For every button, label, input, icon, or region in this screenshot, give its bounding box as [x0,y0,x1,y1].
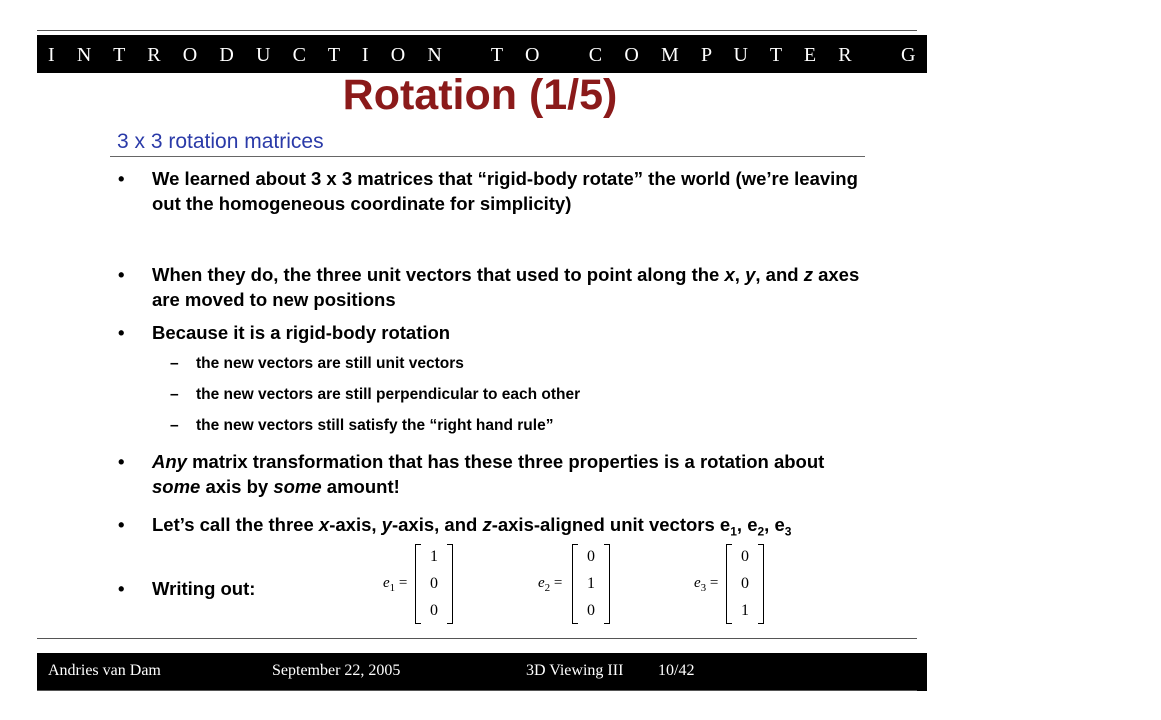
subtitle-rule [110,156,865,157]
vector-e3-matrix: 0 0 1 [726,544,764,624]
sub-bullet-1: the new vectors are still unit vectors [196,355,464,372]
bullet-marker: • [118,578,125,599]
bullet-4: Any matrix transformation that has these three properties is a rotation about some axis by some amount! [152,451,825,497]
sub-bullet-marker: – [170,386,179,403]
sub-bullet-marker: – [170,417,179,434]
course-title: I N T R O D U C T I O N T O C O M P U T E R G R A P H I C S [48,44,1161,66]
footer-bar [37,653,927,691]
bottom-rule [37,690,917,691]
bullet-marker: • [118,168,125,189]
footer-lecture: 3D Viewing III [526,662,624,679]
footer-page-number: 10/42 [658,662,695,679]
vector-e3-label: $e_3$ = [694,575,719,594]
top-rule [37,30,917,31]
bullet-1: We learned about 3 x 3 matrices that “rigid-body rotate” the world (we’re leaving out the homogeneous coordinate for simplicity) [152,168,858,214]
pre-footer-rule [37,638,917,639]
bullet-marker: • [118,451,125,472]
bullet-5: Let’s call the three x-axis, y-axis, and z-axis-aligned unit vectors $e_1$, $e_2$, $e_3$ [152,514,792,539]
sub-bullet-marker: – [170,355,179,372]
bullet-2: When they do, the three unit vectors that used to point along the x, y, and z axes are moved to new positions [152,264,860,310]
sub-bullet-2: the new vectors are still perpendicular to each other [196,386,581,403]
slide-title: Rotation (1/5) [342,71,618,119]
bullet-marker: • [118,264,125,285]
bullet-6: Writing out: [152,578,256,599]
vector-e2-matrix: 0 1 0 [572,544,610,624]
footer-date: September 22, 2005 [272,662,401,679]
sub-bullet-3: the new vectors still satisfy the “right hand rule” [196,417,554,434]
vector-e1-matrix: 1 0 0 [415,544,453,624]
bullet-marker: • [118,322,125,343]
footer-author: Andries van Dam [48,662,161,679]
vector-e2-label: $e_2$ = [538,575,563,594]
slide-subtitle: 3 x 3 rotation matrices [117,130,324,153]
bullet-marker: • [118,514,125,535]
vector-e1-label: $e_1$ = [383,575,408,594]
bullet-3: Because it is a rigid-body rotation [152,322,451,343]
